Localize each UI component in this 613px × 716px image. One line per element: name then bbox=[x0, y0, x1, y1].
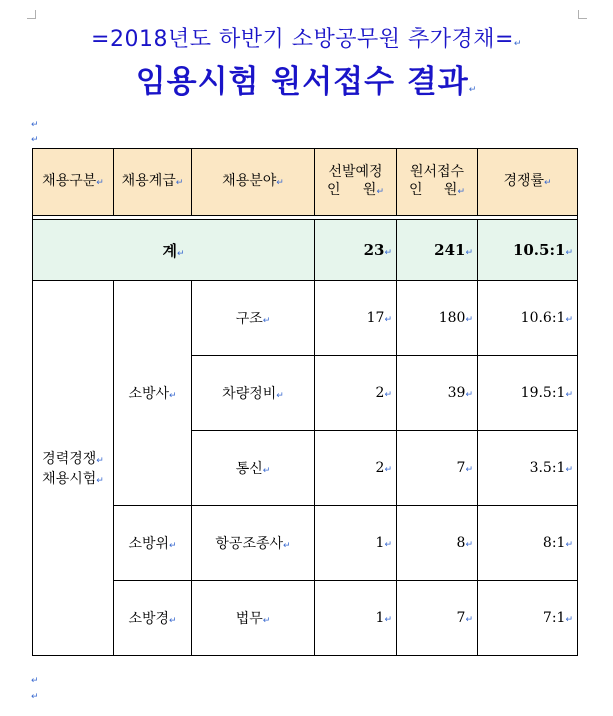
rank-cell: 소방사↵ bbox=[114, 281, 192, 506]
ratio-cell: 3.5:1↵ bbox=[478, 431, 578, 506]
paragraph-mark: ↵ bbox=[31, 676, 39, 686]
field-cell: 항공조종사↵ bbox=[192, 506, 315, 581]
rank-cell: 소방경↵ bbox=[114, 581, 192, 656]
ratio-cell: 7:1↵ bbox=[478, 581, 578, 656]
header-rank: 채용계급↵ bbox=[114, 149, 192, 216]
total-label: 계↵ bbox=[33, 220, 315, 281]
table-row bbox=[33, 281, 578, 356]
planned-cell: 2↵ bbox=[315, 356, 397, 431]
planned-cell: 17↵ bbox=[315, 281, 397, 356]
applied-cell: 7↵ bbox=[397, 431, 478, 506]
applied-cell: 180↵ bbox=[397, 281, 478, 356]
field-cell: 법무↵ bbox=[192, 581, 315, 656]
paragraph-mark: ↵ bbox=[31, 692, 39, 702]
planned-cell: 1↵ bbox=[315, 506, 397, 581]
page-corner-mark-left bbox=[27, 10, 36, 19]
header-category: 채용구분↵ bbox=[33, 149, 114, 216]
results-table bbox=[32, 148, 578, 656]
applied-cell: 39↵ bbox=[397, 356, 478, 431]
total-planned: 23↵ bbox=[315, 220, 397, 281]
field-cell: 통신↵ bbox=[192, 431, 315, 506]
header-row bbox=[33, 149, 578, 216]
total-row bbox=[33, 220, 578, 281]
planned-cell: 2↵ bbox=[315, 431, 397, 506]
table-row bbox=[33, 581, 578, 656]
document-subtitle: =2018년도 하반기 소방공무원 추가경채=↵ bbox=[91, 27, 522, 52]
paragraph-mark: ↵ bbox=[31, 120, 39, 130]
ratio-cell: 8:1↵ bbox=[478, 506, 578, 581]
rank-cell: 소방위↵ bbox=[114, 506, 192, 581]
paragraph-mark: ↵ bbox=[31, 135, 39, 145]
group-label: 경력경쟁↵ 채용시험↵ bbox=[33, 281, 114, 656]
header-applied: 원서접수 인 원↵ bbox=[397, 149, 478, 216]
field-cell: 구조↵ bbox=[192, 281, 315, 356]
field-cell: 차량정비↵ bbox=[192, 356, 315, 431]
applied-cell: 7↵ bbox=[397, 581, 478, 656]
applied-cell: 8↵ bbox=[397, 506, 478, 581]
page-corner-mark-right bbox=[578, 10, 587, 19]
ratio-cell: 10.6:1↵ bbox=[478, 281, 578, 356]
total-ratio: 10.5:1↵ bbox=[478, 220, 578, 281]
table-row bbox=[33, 506, 578, 581]
document-title: 임용시험 원서접수 결과↵ bbox=[135, 64, 478, 100]
ratio-cell: 19.5:1↵ bbox=[478, 356, 578, 431]
total-applied: 241↵ bbox=[397, 220, 478, 281]
header-ratio: 경쟁률↵ bbox=[478, 149, 578, 216]
planned-cell: 1↵ bbox=[315, 581, 397, 656]
header-field: 채용분야↵ bbox=[192, 149, 315, 216]
header-planned: 선발예정 인 원↵ bbox=[315, 149, 397, 216]
